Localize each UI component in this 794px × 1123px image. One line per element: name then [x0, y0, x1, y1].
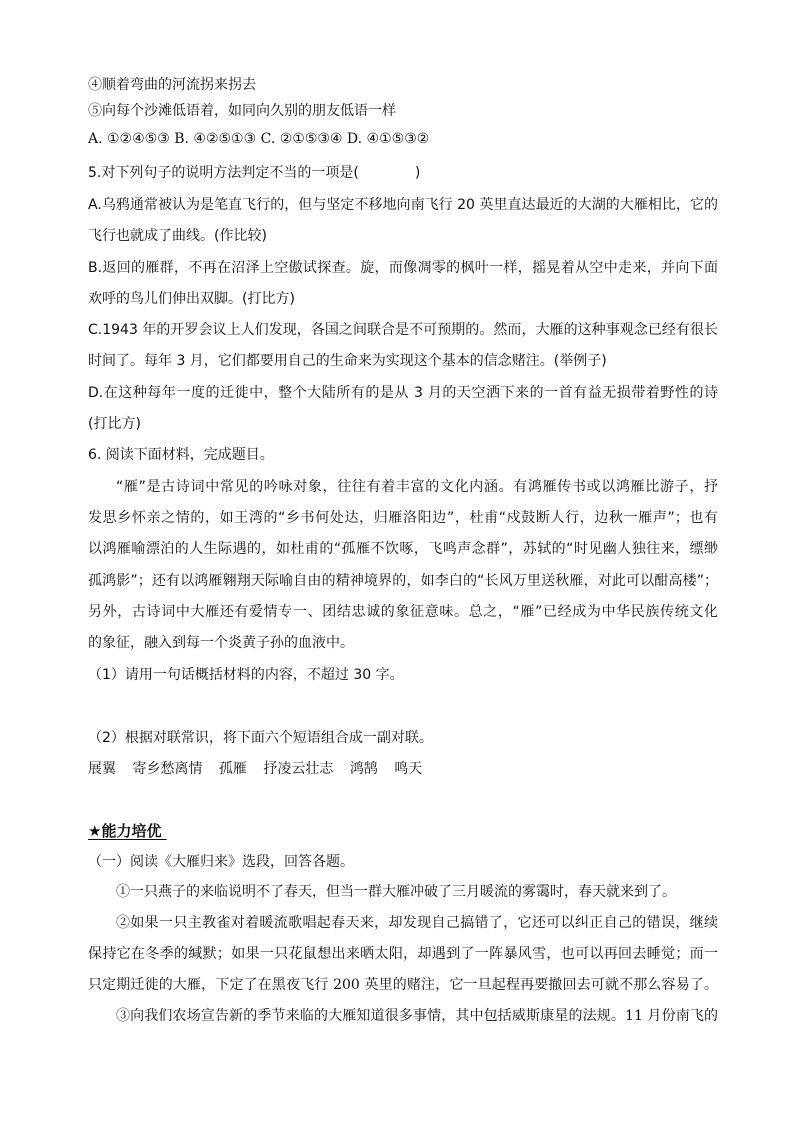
section-heading: ★能力培优 — [88, 822, 167, 840]
material-paragraph-line1: “雁”是古诗词中常见的吟咏对象，往往有着丰富的文化内涵。有鸿雁传书或以鸿雁比游子，抒 — [116, 479, 718, 495]
phrase-item: 抒凌云壮志 — [263, 761, 334, 777]
question-6-part-2: （2）根据对联常识，将下面六个短语组合成一副对联。 — [88, 730, 433, 746]
option-4-line: ④顺着弯曲的河流拐来拐去 — [88, 77, 256, 93]
phrase-item: 孤雁 — [218, 761, 247, 777]
material-paragraph-line4: 孤鸿影”；还有以鸿雁翱翔天际喻自由的精神境界的，如李白的“长风万里送秋雁，对此可以酣高楼”； — [88, 573, 718, 589]
reading-paragraph-2-line2: 保持它在冬季的缄默；如果一只花鼠想出来晒太阳，却遇到了一阵暴风雪，也可以再回去睡觉；而一 — [88, 946, 718, 962]
question-5-option-a-line1: A.乌鸦通常被认为是笔直飞行的，但与坚定不移地向南飞行 20 英里直达最近的大湖的大雁相比，它的 — [88, 197, 718, 213]
phrase-item: 鸣天 — [394, 761, 423, 777]
reading-paragraph-2-line3: 只定期迁徙的大雁，下定了在黑夜飞行 200 英里的赌注，它一旦起程再要撤回去可就不那么容易了。 — [88, 977, 718, 993]
phrase-item: 鸿鹄 — [349, 761, 378, 777]
question-5-option-b-line1: B.返回的雁群，不再在沼泽上空傲试探查。旋，而像凋零的枫叶一样，摇晃着从空中走来，并向下面 — [88, 260, 718, 276]
question-5-option-c-line2: 时间了。每年 3 月，它们都要用自己的生命来为实现这个基本的信念赌注。(举例子) — [88, 353, 607, 369]
question-5-stem: 5.对下列句子的说明方法判定不当的一项是( ) — [88, 165, 421, 181]
reading-paragraph-3-line1: ③向我们农场宣告新的季节来临的大雁知道很多事情，其中包括威斯康星的法规。11 月份南飞的 — [116, 1008, 718, 1024]
question-5-option-b-line2: 欢呼的鸟儿们伸出双脚。(打比方) — [88, 291, 295, 307]
reading-paragraph-2-line1: ②如果一只主教雀对着暖流歌唱起春天来，却发现自己搞错了，它还可以纠正自己的错误，继续 — [116, 915, 718, 931]
reading-paragraph-1: ①一只燕子的来临说明不了春天，但当一群大雁冲破了三月暖流的雾霭时，春天就来到了。 — [116, 884, 676, 900]
phrase-item: 展翼 — [88, 761, 116, 777]
question-5-option-d-line1: D.在这种每年一度的迁徙中，整个大陆所有的是从 3 月的天空洒下来的一首有益无损带着野性的诗 — [88, 385, 718, 401]
material-paragraph-line2: 发思乡怀亲之情的，如王湾的“乡书何处达，归雁洛阳边”，杜甫“戍鼓断人行，边秋一雁声”；也有 — [88, 510, 718, 526]
material-paragraph-line6: 的象征，融入到每一个炎黄子孙的血液中。 — [88, 635, 354, 651]
phrase-item: 寄乡愁离情 — [132, 761, 203, 777]
answer-choices-line: A. ①②④⑤③ B. ④②⑤①③ C. ②①⑤③④ D. ④①⑤③② — [88, 131, 430, 147]
question-5-option-c-line1: C.1943 年的开罗会议上人们发现，各国之间联合是不可预期的。然而，大雁的这种事观念已经有很长 — [88, 322, 718, 338]
question-6-stem: 6. 阅读下面材料，完成题目。 — [88, 447, 274, 463]
question-5-option-d-line2: (打比方) — [88, 416, 141, 432]
phrase-list — [88, 759, 718, 779]
material-paragraph-line5: 另外，古诗词中大雁还有爱情专一、团结忠诚的象征意味。总之，“雁”已经成为中华民族传统文化 — [88, 604, 718, 620]
reading-intro: （一）阅读《大雁归来》选段，回答各题。 — [88, 854, 354, 870]
material-paragraph-line3: 以鸿雁喻漂泊的人生际遇的，如杜甫的“孤雁不饮啄，飞鸣声念群”，苏轼的“时见幽人独往来，缥缈 — [88, 541, 718, 557]
option-5-line: ⑤向每个沙滩低语着，如同向久别的朋友低语一样 — [88, 103, 396, 119]
question-5-option-a-line2: 飞行也就成了曲线。(作比较) — [88, 228, 267, 244]
question-6-part-1: （1）请用一句话概括材料的内容，不超过 30 字。 — [88, 667, 404, 683]
